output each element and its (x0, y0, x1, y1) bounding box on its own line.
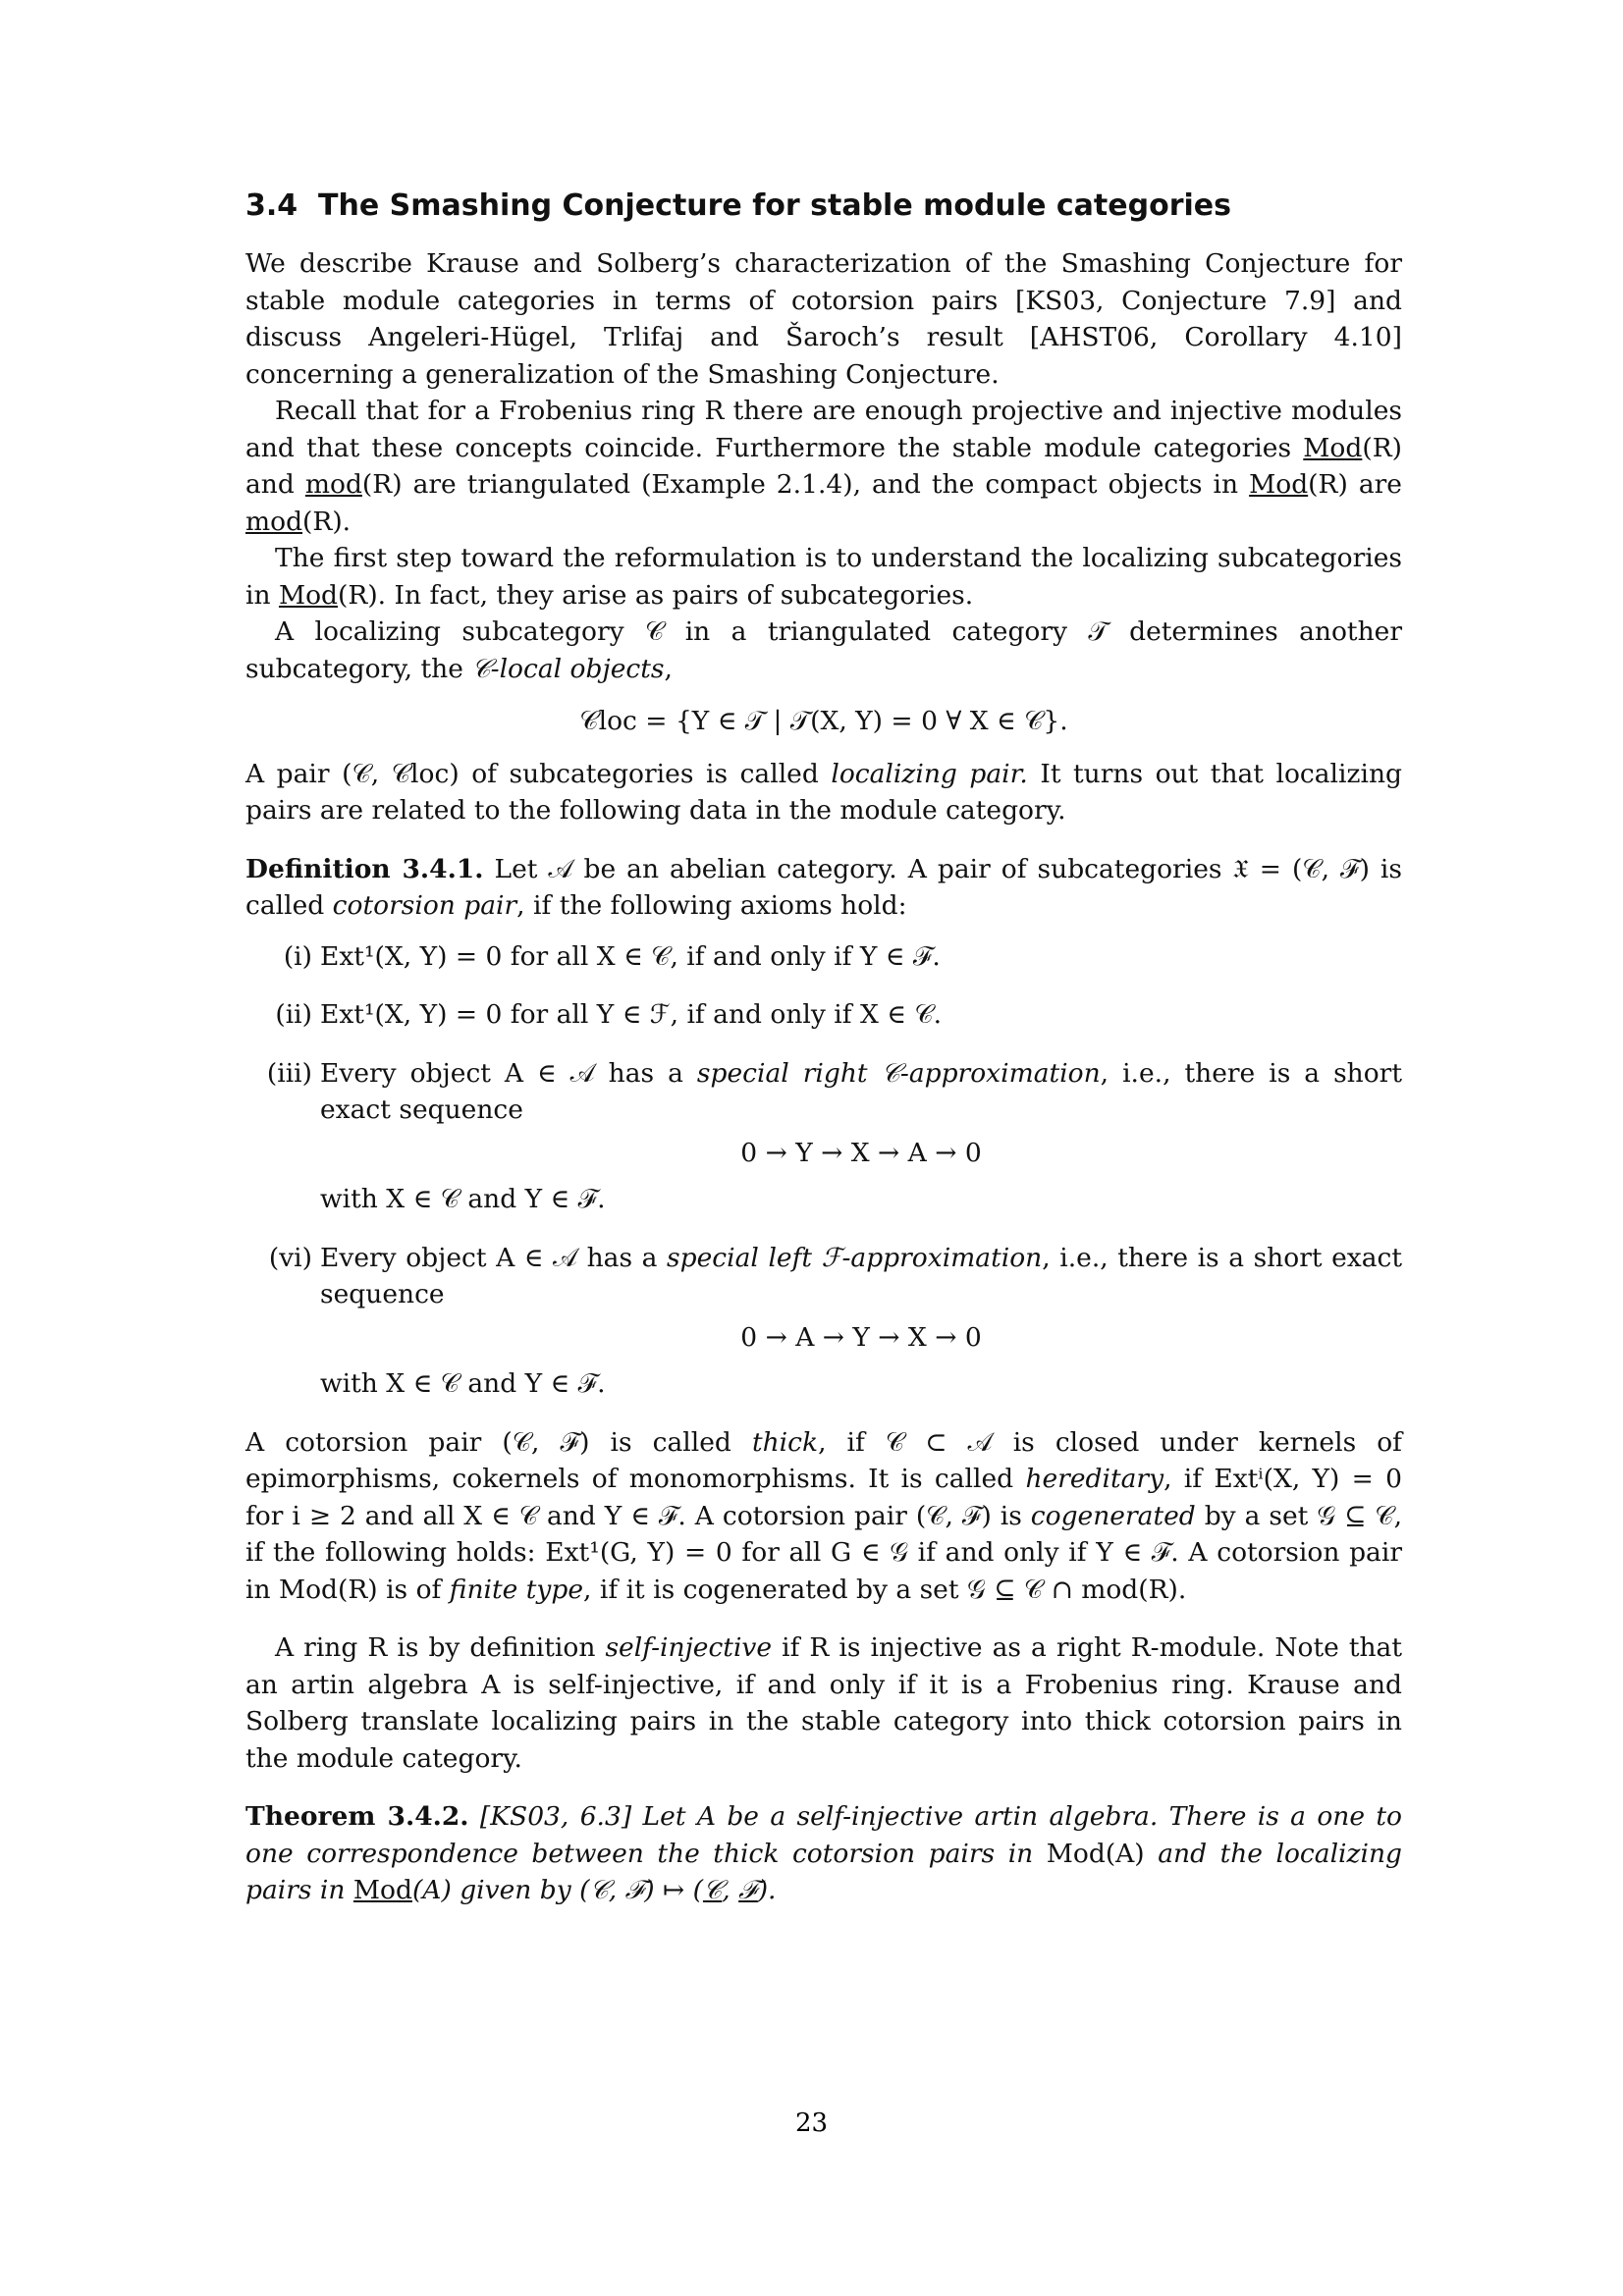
page-body (245, 187, 1402, 1909)
section-heading (245, 187, 1402, 226)
paragraph-frobenius: Recall that for a Frobenius ring R there are enough projective and injective modules and that these concepts coincide. Furthermore the stable module categories Mod(R) and mod(R) are triangulated (Example 2.1.4), and the compact objects in Mod(R) are mod(R). (245, 396, 1402, 537)
paragraph-local-objects: A localizing subcategory 𝒞 in a triangulated category 𝒯 determines another subcategory, the 𝒞-local objects, (245, 616, 1402, 684)
paragraph-first-step: The first step toward the reformulation is to understand the localizing subcategories in Mod(R). In fact, they arise as pairs of subcategories. (245, 543, 1402, 611)
paragraph-self-injective: A ring R is by definition self-injective if R is injective as a right R-module. Note that an artin algebra A is self-injective, if and only if it is a Frobenius ring. Krause and Solberg translate localizing pairs in the stable category into thick cotorsion pairs in the module category. (245, 1632, 1402, 1774)
axiom-item: (ii) Ext¹(X, Y) = 0 for all Y ∈ ℱ, if and only if X ∈ 𝒞. (275, 999, 943, 1030)
paragraph-intro: We describe Krause and Solberg’s characterization of the Smashing Conjecture for stable module categories in terms of cotorsion pairs [KS03, Conjecture 7.9] and discuss Angeleri-Hügel, Trlifaj and Šaroch’s result [AHST06, Corollary 4.10] concerning a generalization of the Smashing Conjecture. (245, 248, 1402, 390)
axiom-item: (iii) Every object A ∈ 𝒜 has a special right 𝒞-approximation, i.e., there is a short exact sequence 0 → Y → X → A → 0 with X ∈ 𝒞 and Y ∈ ℱ. (266, 1057, 1403, 1214)
display-equation-local: 𝒞loc = {Y ∈ 𝒯 | 𝒯(X, Y) = 0 ∀ X ∈ 𝒞}. (579, 706, 1068, 736)
theorem-statement: Theorem 3.4.2. [KS03, 6.3] Let A be a self-injective artin algebra. There is a one to one correspondence between the thick cotorsion pairs in Mod(A) and the localizing pairs in Mod(A) given by (𝒞, ℱ) ↦ (𝒞, ℱ). (245, 1801, 1402, 1905)
definition-label: Definition 3.4.1. (245, 853, 484, 884)
exact-sequence: 0 → Y → X → A → 0 (740, 1137, 982, 1168)
page-number: 23 (794, 2109, 829, 2138)
section-number: 3.4 (245, 188, 298, 223)
paragraph-localizing-pair: A pair (𝒞, 𝒞loc) of subcategories is called localizing pair. It turns out that localizing pairs are related to the following data in the module category. (245, 758, 1402, 826)
axiom-list (245, 938, 1402, 1403)
axiom-item: (vi) Every object A ∈ 𝒜 has a special left ℱ-approximation, i.e., there is a short exact sequence 0 → A → Y → X → 0 with X ∈ 𝒞 and Y ∈ ℱ. (268, 1242, 1403, 1399)
definition-cotorsion-pair: Definition 3.4.1. Let 𝒜 be an abelian category. A pair of subcategories 𝔛 = (𝒞, ℱ) is called cotorsion pair, if the following axioms hold: (245, 853, 1402, 921)
paragraph-thick-hereditary: A cotorsion pair (𝒞, ℱ) is called thick, if 𝒞 ⊂ 𝒜 is closed under kernels of epimorphisms, cokernels of monomorphisms. It is called hereditary, if Extⁱ(X, Y) = 0 for i ≥ 2 and all X ∈ 𝒞 and Y ∈ ℱ. A cotorsion pair (𝒞, ℱ) is cogenerated by a set 𝒢 ⊆ 𝒞, if the following holds: Ext¹(G, Y) = 0 for all G ∈ 𝒢 if and only if Y ∈ ℱ. A cotorsion pair in Mod(R) is of finite type, if it is cogenerated by a set 𝒢 ⊆ 𝒞 ∩ mod(R). (245, 1426, 1402, 1605)
theorem-label: Theorem 3.4.2. (245, 1801, 469, 1832)
axiom-item: (i) Ext¹(X, Y) = 0 for all X ∈ 𝒞, if and only if Y ∈ ℱ. (283, 940, 941, 972)
exact-sequence: 0 → A → Y → X → 0 (740, 1321, 982, 1353)
section-title: The Smashing Conjecture for stable module categories (318, 188, 1231, 223)
